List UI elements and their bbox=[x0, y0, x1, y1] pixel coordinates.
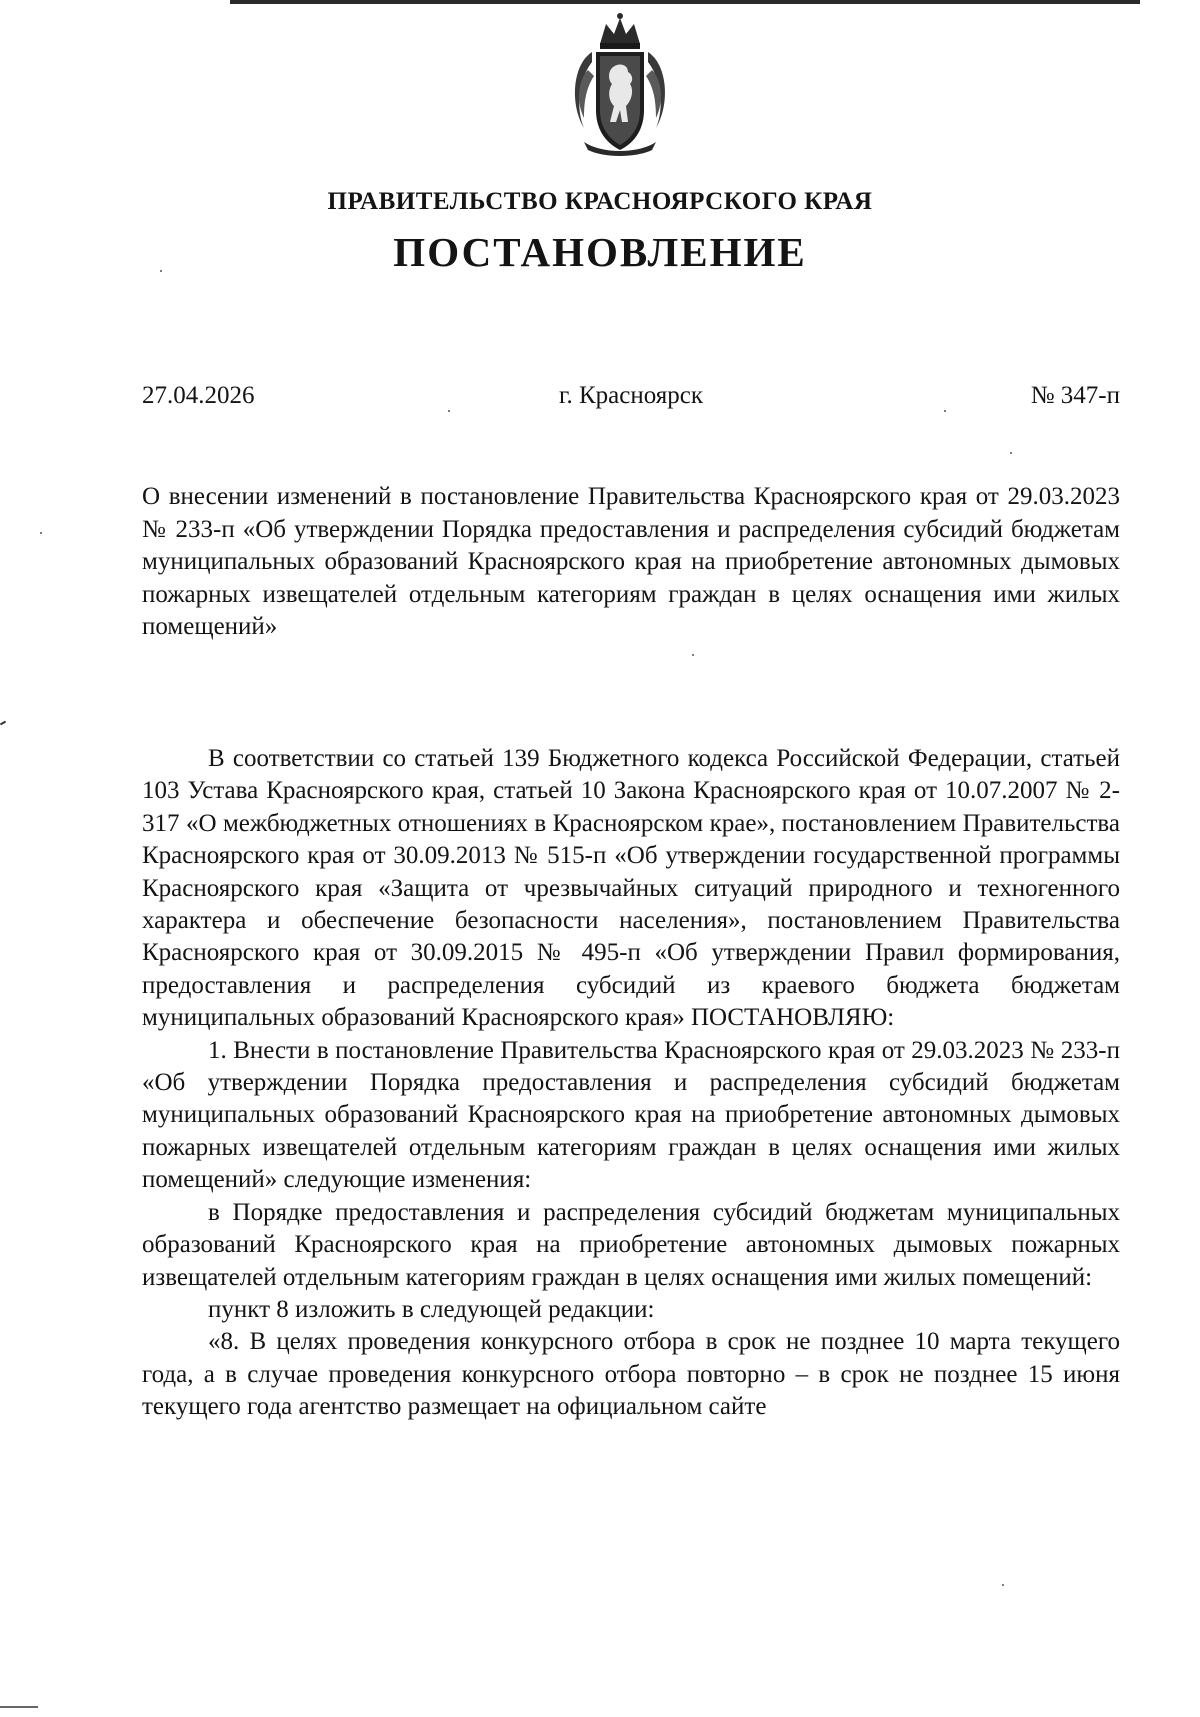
scan-mark bbox=[0, 721, 6, 726]
body-paragraph-point-8-text: «8. В целях проведения конкурсного отбора в срок не позднее 10 марта текущего года, а в случае проведения конкурсного отбора повторно – в срок не позднее 15 июня текущего года агентство размещает на официальном сайте bbox=[142, 1328, 1120, 1421]
body-paragraph-preamble: В соответствии со статьей 139 Бюджетного кодекса Российской Федерации, статьей 103 Устава Красноярского края, статьей 10 Закона Красноярского края от 10.07.2007 № 2-317 «О межбюджетных отношениях в Красноярском крае», постановлением Правительства Красноярского края от 30.09.2013 № 515-п «Об утверждении государственной программы Красноярского края «Защита от чрезвычайных ситуаций природного и техногенного характера и обеспечение безопасности населения», постановлением Правительства Красноярского края от 30.09.2015 № 495-п «Об утверждении Правил формирования, предоставления и распределения субсидий из краевого бюджета бюджетам муниципальных образований Красноярского края» ПОСТАНОВЛЯЮ: bbox=[142, 745, 1120, 1032]
scan-speck bbox=[1002, 1584, 1004, 1586]
document-meta-row bbox=[142, 382, 1120, 418]
document-date: 27.04.2026 bbox=[142, 382, 255, 409]
scan-speck bbox=[160, 270, 162, 272]
scan-speck bbox=[40, 532, 42, 534]
krasnoyarsk-coat-of-arms-icon bbox=[562, 10, 678, 160]
document-title: О внесении изменений в постановление Правительства Красноярского края от 29.03.2023 № 233-п «Об утверждении Порядка предоставления и распределения субсидий бюджетам муниципальных образований Красноярского края на приобретение автономных дымовых пожарных извещателей отдельным категориям граждан в целях оснащения ими жилых помещений» bbox=[142, 483, 1120, 640]
document-city: г. Красноярск bbox=[559, 382, 703, 409]
scan-speck bbox=[944, 410, 946, 412]
document-body bbox=[142, 743, 1120, 1424]
body-paragraph-point-8-intro: пункт 8 изложить в следующей редакции: bbox=[208, 1295, 655, 1323]
scan-speck bbox=[1010, 452, 1012, 454]
document-number: № 347-п bbox=[1030, 382, 1120, 409]
body-paragraph-procedure: в Порядке предоставления и распределения субсидий бюджетам муниципальных образований Красноярского края на приобретение автономных дымовых пожарных извещателей отдельным категориям граждан в целях оснащения ими жилых помещений: bbox=[142, 1198, 1120, 1291]
scan-speck bbox=[692, 654, 694, 656]
scan-speck bbox=[448, 410, 450, 412]
document-type: ПОСТАНОВЛЕНИЕ bbox=[393, 229, 807, 275]
body-paragraph-item-1: 1. Внести в постановление Правительства Красноярского края от 29.03.2023 № 233-п «Об утверждении Порядка предоставления и распределения субсидий бюджетам муниципальных образований Красноярского края на приобретение автономных дымовых пожарных извещателей отдельным категориям граждан в целях оснащения ими жилых помещений» следующие изменения: bbox=[142, 1036, 1120, 1194]
scan-edge-line bbox=[230, 0, 1140, 4]
organization-name: ПРАВИТЕЛЬСТВО КРАСНОЯРСКОГО КРАЯ bbox=[327, 188, 873, 215]
scan-edge-line bbox=[0, 1706, 38, 1708]
